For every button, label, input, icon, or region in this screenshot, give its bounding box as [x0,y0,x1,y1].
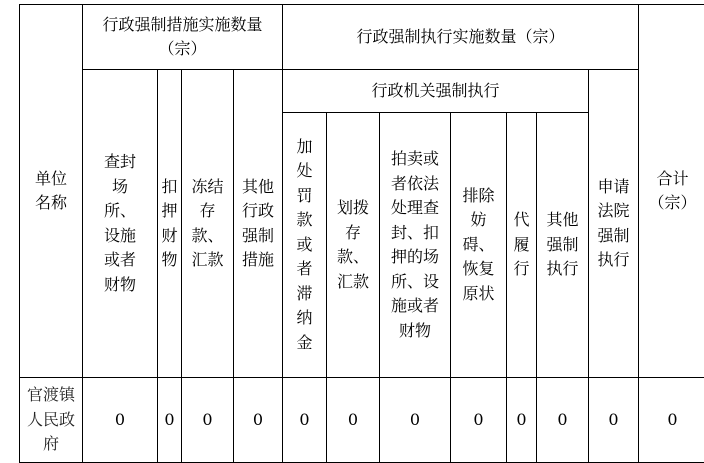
value-cell: 0 [451,378,507,463]
header-auction: 拍卖或者依法处理查封、扣押的场所、设施或者财物 [380,113,451,378]
header-other-execution: 其他强制执行 [537,113,589,378]
header-remove-obstruction: 排除妨碍、恢复原状 [451,113,507,378]
unit-name-cell: 官渡镇人民政府 [20,378,83,463]
value-cell: 0 [380,378,451,463]
header-measures-group: 行政强制措施实施数量（宗） [83,5,283,70]
header-seal: 查封场所、设施或者财物 [83,70,158,378]
header-unit-name: 单位名称 [20,5,83,378]
header-execution-group: 行政强制执行实施数量（宗） [283,5,639,70]
value-cell: 0 [83,378,158,463]
header-admin-execution: 行政机关强制执行 [283,70,589,113]
header-transfer: 划拨存款、汇款 [327,113,380,378]
header-other-measures: 其他行政强制措施 [234,70,283,378]
value-cell: 0 [234,378,283,463]
header-seize: 扣押财物 [158,70,182,378]
header-total: 合计（宗） [639,5,704,378]
value-cell: 0 [182,378,234,463]
value-cell: 0 [589,378,639,463]
header-substitute: 代履行 [507,113,537,378]
header-court-execution: 申请法院强制执行 [589,70,639,378]
value-cell: 0 [283,378,327,463]
value-cell: 0 [327,378,380,463]
value-cell: 0 [537,378,589,463]
value-cell: 0 [507,378,537,463]
value-cell: 0 [639,378,704,463]
header-freeze: 冻结存款、汇款 [182,70,234,378]
table-row [20,378,704,463]
enforcement-statistics-table [19,4,704,463]
header-penalty: 加处罚款或者滞纳金 [283,113,327,378]
value-cell: 0 [158,378,182,463]
